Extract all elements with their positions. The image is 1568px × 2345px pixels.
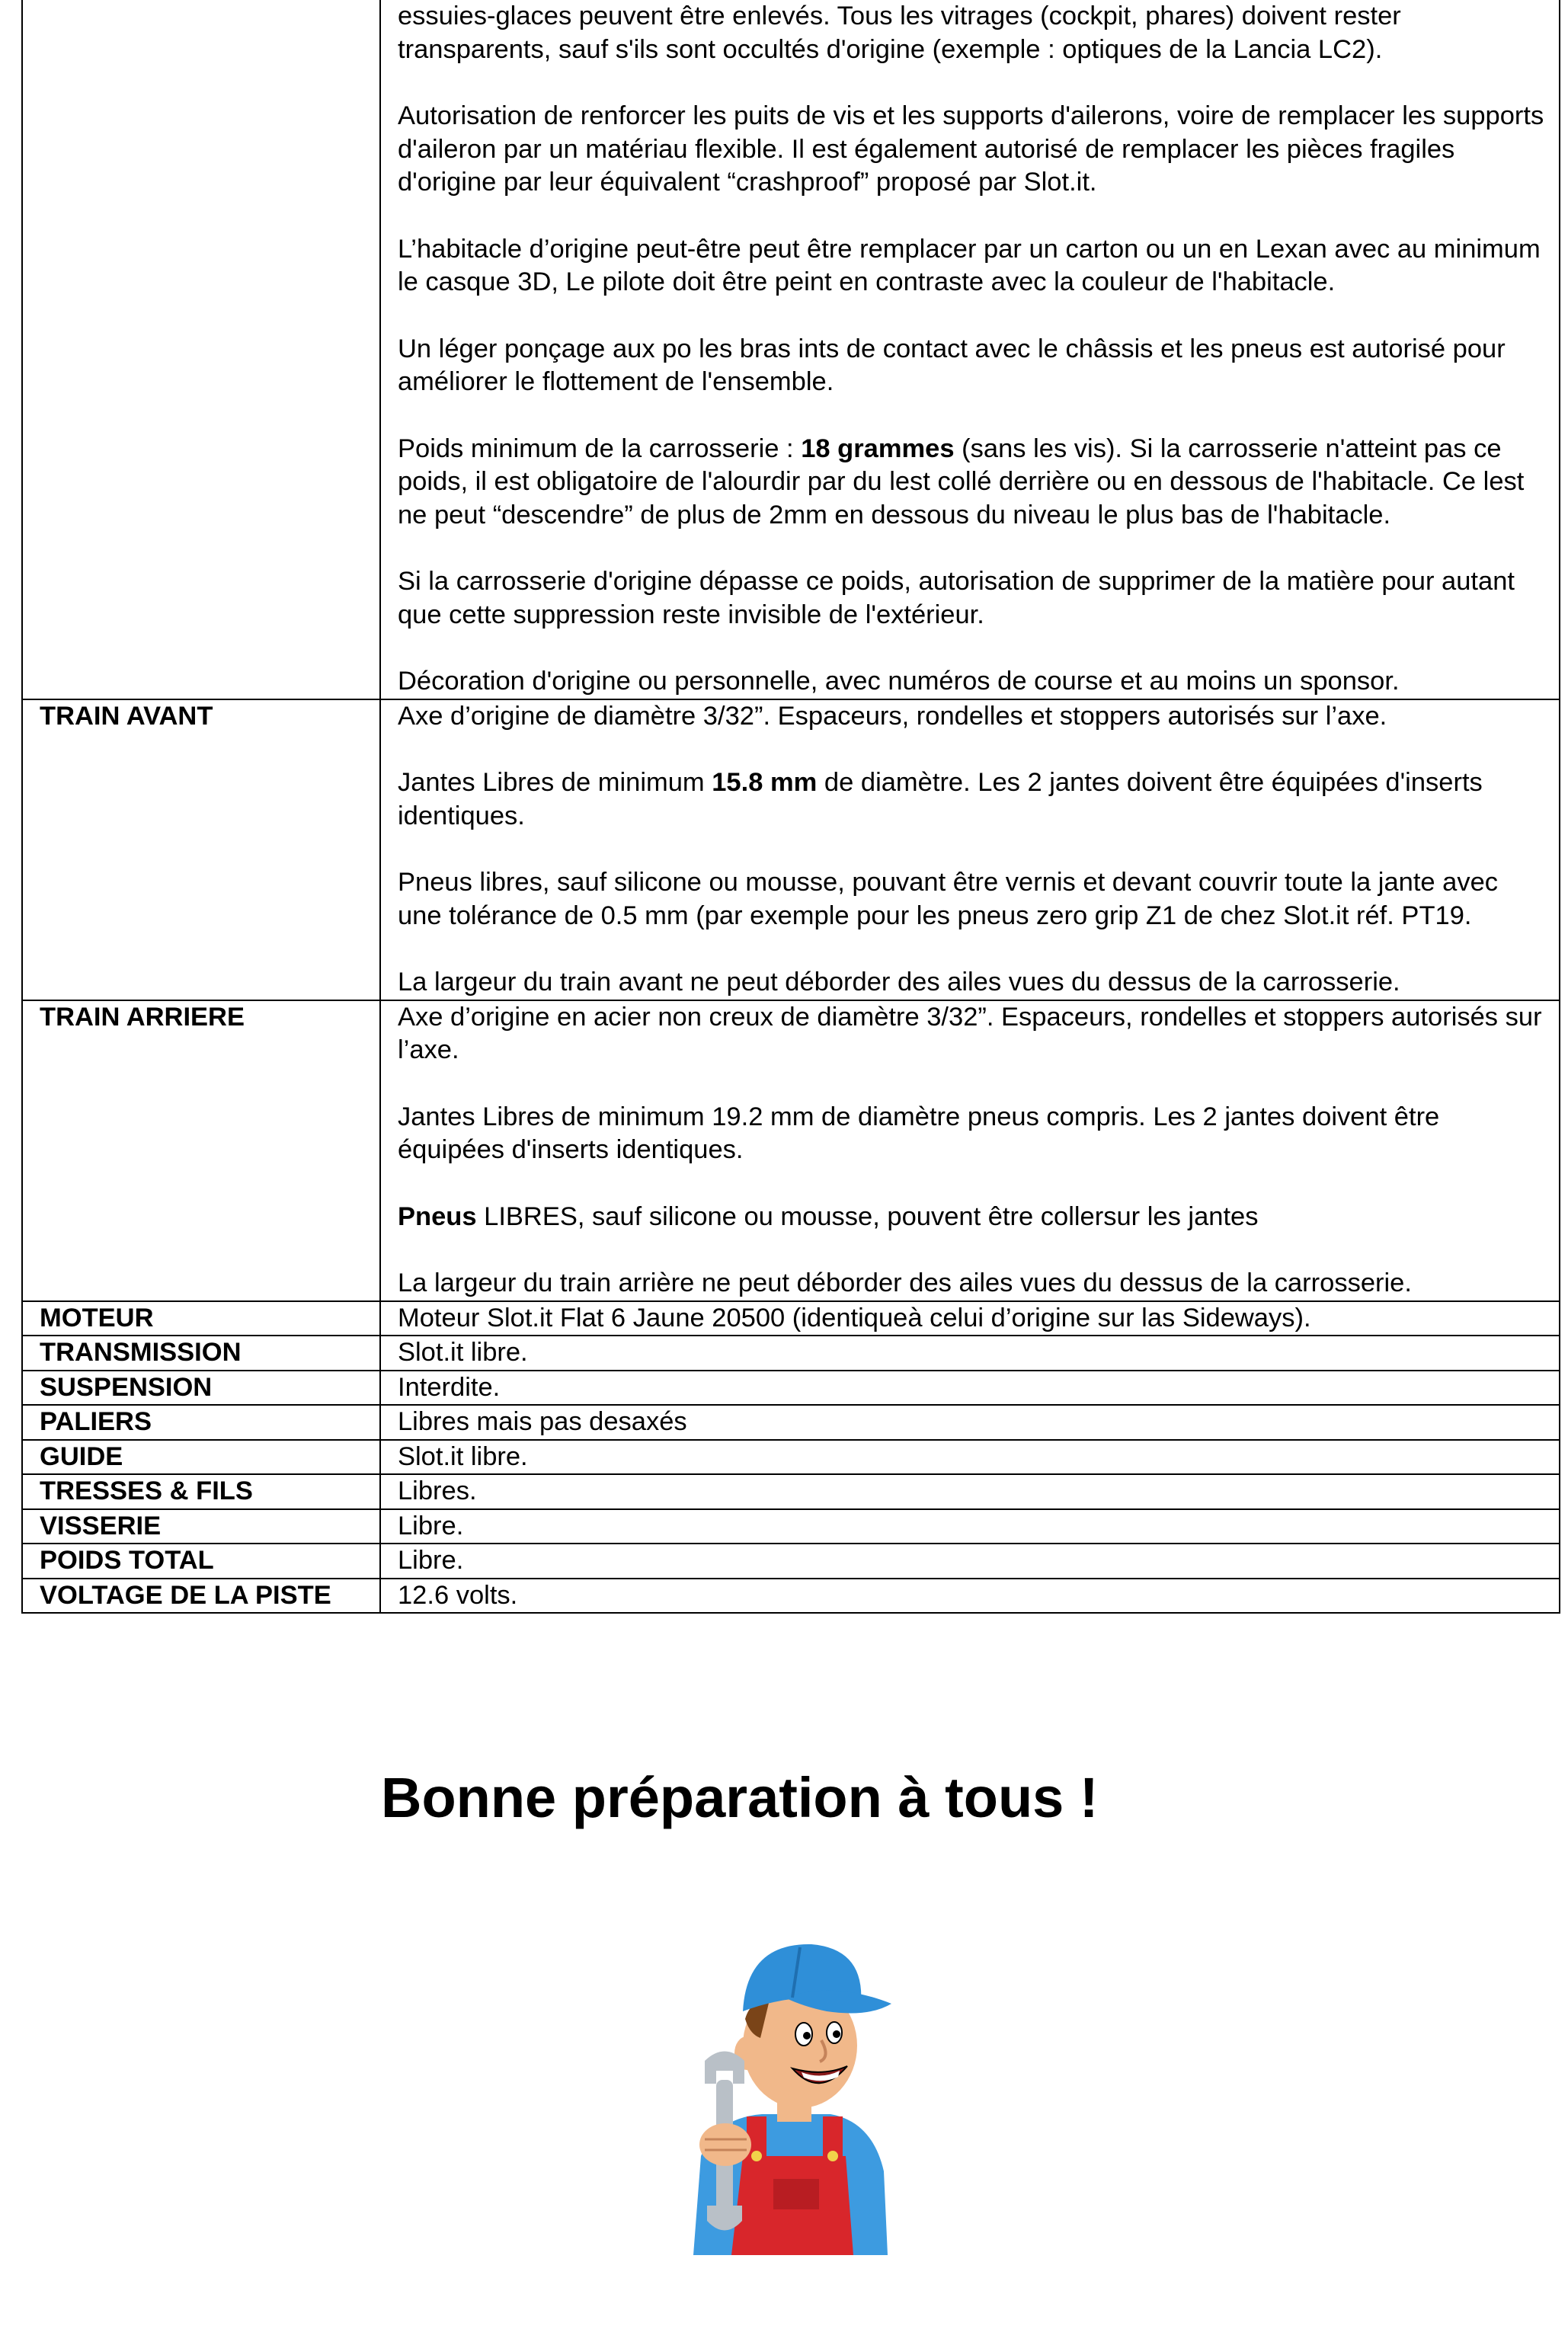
row-label: GUIDE	[22, 1440, 380, 1475]
paragraph: essuies-glaces peuvent être enlevés. Tous les vitrages (cockpit, phares) doivent rester transparents, sauf s'ils sont occultés d'origine (exemple : optiques de la Lancia LC2).	[398, 2, 1401, 64]
paragraph: La largeur du train avant ne peut déborder des ailes vues du dessus de la carrosserie.	[398, 968, 1400, 997]
paragraph: Pneus LIBRES, sauf silicone ou mousse, pouvent être collersur les jantes	[398, 1201, 1259, 1231]
table-row-poids-total	[22, 1544, 1560, 1579]
table-row-visserie	[22, 1509, 1560, 1544]
row-label: POIDS TOTAL	[22, 1544, 380, 1579]
table-row-moteur	[22, 1301, 1560, 1336]
mechanic-with-wrench-icon	[670, 1928, 899, 2255]
row-text	[380, 699, 1560, 1000]
table-row-tresses	[22, 1474, 1560, 1509]
paragraph: Pneus libres, sauf silicone ou mousse, pouvant être vernis et devant couvrir toute la jante avec une tolérance de 0.5 mm (par exemple pour les pneus zero grip Z1 de chez Slot.it réf. PT19.	[398, 868, 1499, 930]
paragraph: Jantes Libres de minimum 19.2 mm de diamètre pneus compris. Les 2 jantes doivent être équipées d'inserts identiques.	[398, 1102, 1440, 1164]
table-row-train-arriere	[22, 1000, 1560, 1301]
rules-table	[21, 0, 1560, 1614]
row-label	[22, 0, 380, 699]
table-row-suspension	[22, 1371, 1560, 1406]
paragraph: L’habitacle d’origine peut-être peut être remplacer par un carton ou un en Lexan avec au minimum le casque 3D, Le pilote doit être peint en contraste avec la couleur de l'habitacle.	[398, 234, 1541, 296]
paragraph: Si la carrosserie d'origine dépasse ce poids, autorisation de supprimer de la matière pour autant que cette suppression reste invisible de l'extérieur.	[398, 567, 1515, 629]
row-value: 12.6 volts.	[380, 1579, 1560, 1614]
row-label: VISSERIE	[22, 1509, 380, 1544]
table-row-guide	[22, 1440, 1560, 1475]
row-text	[380, 1000, 1560, 1301]
table-row-paliers	[22, 1405, 1560, 1440]
table-row-train-avant	[22, 699, 1560, 1000]
paragraph: La largeur du train arrière ne peut déborder des ailes vues du dessus de la carrosserie.	[398, 1268, 1412, 1297]
paragraph: Axe d’origine de diamètre 3/32”. Espaceurs, rondelles et stoppers autorisés sur l’axe.	[398, 701, 1387, 731]
mascot-button	[751, 2151, 762, 2161]
row-label: VOLTAGE DE LA PISTE	[22, 1579, 380, 1614]
paragraph: Poids minimum de la carrosserie : 18 grammes (sans les vis). Si la carrosserie n'atteint pas ce poids, il est obligatoire de l'alourdir par du lest collé derrière ou en dessous de l'habitacle. Ce lest ne peut “descendre” de plus de 2mm en dessous du niveau le plus bas de l'habitacle.	[398, 433, 1525, 529]
table-row-voltage	[22, 1579, 1560, 1614]
row-value: Libre.	[380, 1509, 1560, 1544]
row-value: Slot.it libre.	[380, 1336, 1560, 1371]
table-row-transmission	[22, 1336, 1560, 1371]
row-value: Libres.	[380, 1474, 1560, 1509]
paragraph: Jantes Libres de minimum 15.8 mm de diamètre. Les 2 jantes doivent être équipées d'inserts identiques.	[398, 768, 1483, 830]
row-value: Interdite.	[380, 1371, 1560, 1406]
row-label: TRAIN ARRIERE	[22, 1000, 380, 1301]
paragraph: Autorisation de renforcer les puits de vis et les supports d'ailerons, voire de remplacer les supports d'aileron par un matériau flexible. Il est également autorisé de remplacer les pièces fragiles d'origine par leur équivalent “crashproof” proposé par Slot.it.	[398, 101, 1544, 197]
table-row	[22, 0, 1560, 699]
row-value: Moteur Slot.it Flat 6 Jaune 20500 (identiqueà celui d’origine sur las Sideways).	[380, 1301, 1560, 1336]
paragraph: Axe d’origine en acier non creux de diamètre 3/32”. Espaceurs, rondelles et stoppers autorisés sur l’axe.	[398, 1002, 1542, 1064]
bold-text: 18 grammes	[801, 433, 955, 463]
row-text	[380, 0, 1560, 699]
row-label: TRESSES & FILS	[22, 1474, 380, 1509]
row-label: TRANSMISSION	[22, 1336, 380, 1371]
bold-text: Pneus	[398, 1201, 477, 1231]
row-value: Libres mais pas desaxés	[380, 1405, 1560, 1440]
row-label: TRAIN AVANT	[22, 699, 380, 1000]
mascot-button	[827, 2151, 838, 2161]
mascot-hand	[699, 2123, 751, 2166]
row-label: MOTEUR	[22, 1301, 380, 1336]
paragraph: Décoration d'origine ou personnelle, avec numéros de course et au moins un sponsor.	[398, 667, 1400, 696]
paragraph: Un léger ponçage aux po les bras ints de contact avec le châssis et les pneus est autorisé pour améliorer le flottement de l'ensemble.	[398, 334, 1506, 396]
row-label: SUSPENSION	[22, 1371, 380, 1406]
mascot-pocket	[773, 2179, 819, 2209]
bold-text: 15.8 mm	[712, 768, 818, 797]
row-value: Slot.it libre.	[380, 1440, 1560, 1475]
closing-heading: Bonne préparation à tous !	[381, 1766, 1099, 1829]
row-label: PALIERS	[22, 1405, 380, 1440]
row-value: Libre.	[380, 1544, 1560, 1579]
